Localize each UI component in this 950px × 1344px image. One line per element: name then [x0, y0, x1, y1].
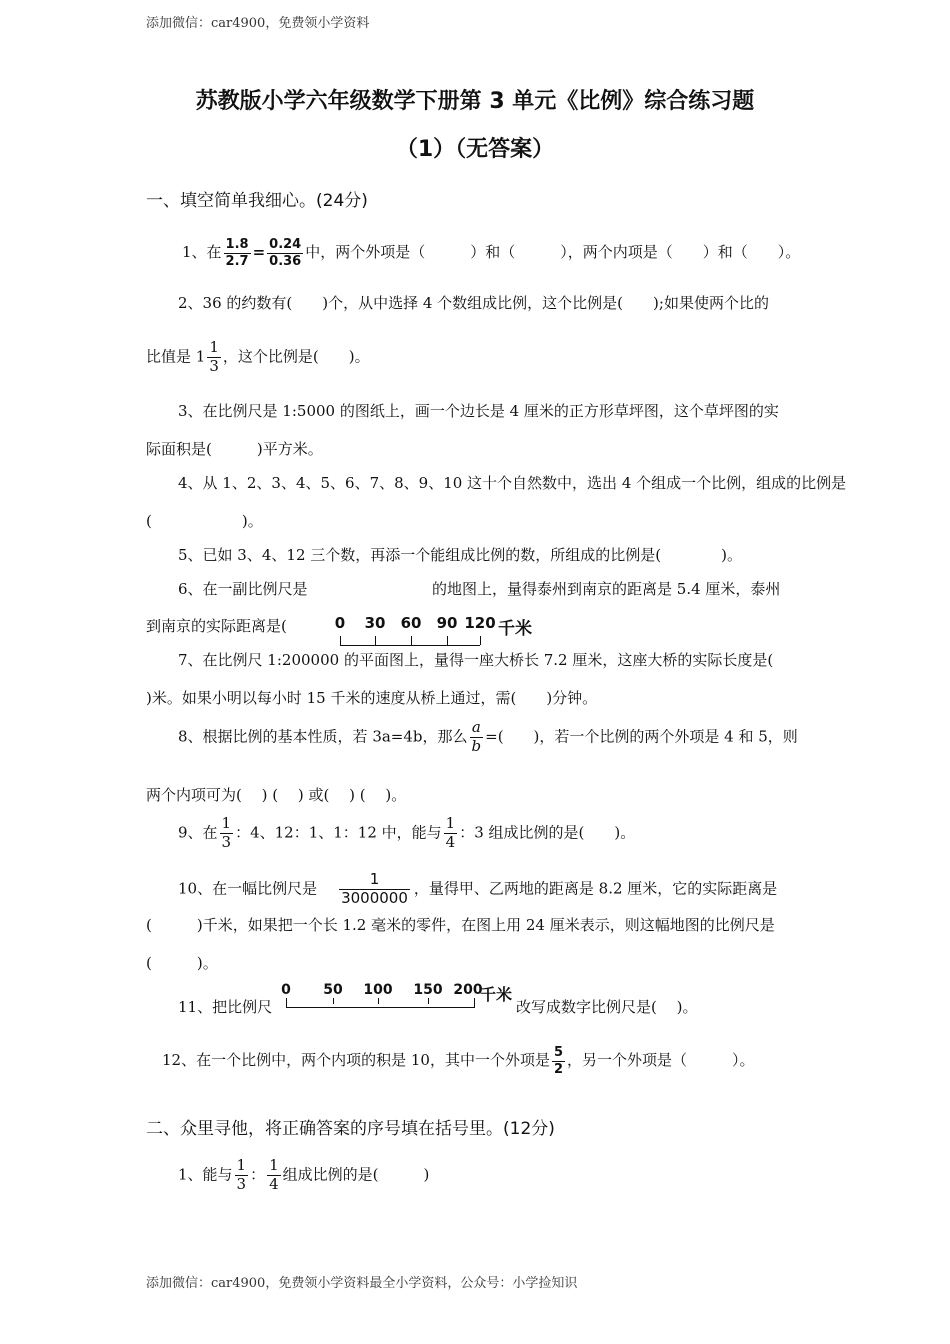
- scale1-label-90: 90: [436, 614, 458, 632]
- fraction-1-over-4: $\frac{1}{4}$: [269, 1156, 279, 1193]
- question-10-line1: 10、在一幅比例尺是 $\frac{1}{3000000}$ ，量得甲、乙两地的距离是 8.2 厘米，它的实际距离是: [178, 870, 778, 907]
- scale2-label-200: 200: [453, 982, 483, 998]
- question-9: 9、在 $\frac{1}{3}$ ：4、12：1、1：12 中，能与 $\frac{1}{4}$ ：3 组成比例的是( )。: [178, 814, 636, 851]
- question-6-line1-post: 的地图上，量得泰州到南京的距离是 5.4 厘米，泰州: [432, 580, 781, 598]
- scale1-label-30: 30: [364, 614, 386, 632]
- scale1-tick: [340, 636, 341, 645]
- question-6-line2: 到南京的实际距离是(: [146, 617, 287, 635]
- page-footer: 添加微信：car4900，免费领小学资料最全小学资料，公众号：小学捡知识: [146, 1276, 578, 1291]
- scale2-tick: [428, 998, 429, 1004]
- question-3-line1: 3、在比例尺是 1:5000 的图纸上，画一个边长是 4 厘米的正方形草坪图，这个草坪图的实: [178, 402, 779, 420]
- question-10-line2: ( )千米，如果把一个长 1.2 毫米的零件，在图上用 24 厘米表示，则这幅地图的比例尺是: [146, 916, 775, 934]
- fraction-a-over-b: $\frac{a}{b}$: [471, 718, 482, 755]
- scale2-tick: [474, 998, 475, 1008]
- question-1: [182, 238, 800, 268]
- question-5: 5、已如 3、4、12 三个数，再添一个能组成比例的数，所组成的比例是( )。: [178, 546, 742, 564]
- scale2-unit: 千米: [480, 985, 513, 1004]
- scale-bar-0-200-km: [278, 982, 518, 1014]
- question-2-line2: 比值是 1 $\frac{1}{3}$ ，这个比例是( )。: [146, 338, 370, 375]
- fraction-1-over-4: $\frac{1}{4}$: [445, 814, 456, 851]
- question-10-line3: ( )。: [146, 954, 218, 972]
- document-title-line2: （1）（无答案）: [395, 137, 555, 162]
- question-11-pre: 11、把比例尺: [178, 998, 273, 1016]
- question-4-line1: 4、从 1、2、3、4、5、6、7、8、9、10 这十个自然数中，选出 4 个组成一个比例，组成的比例是: [178, 474, 847, 492]
- scale2-tick: [378, 998, 379, 1004]
- scale1-tick: [480, 636, 481, 645]
- equals-sign: =: [252, 243, 266, 262]
- scale1-line: [340, 645, 480, 646]
- scale2-tick: [333, 998, 334, 1004]
- question-8-line1: 8、根据比例的基本性质，若 3a=4b，那么 $\frac{a}{b}$ =( )，若一个比例的两个外项是 4 和 5，则: [178, 718, 798, 755]
- fraction-1-over-3: $\frac{1}{3}$: [209, 338, 219, 375]
- question-7-line1: 7、在比例尺 1:200000 的平面图上，量得一座大桥长 7.2 厘米，这座大桥的实际长度是(: [178, 651, 774, 669]
- question-3-line2: 际面积是( )平方米。: [146, 440, 323, 458]
- question-8-line2: 两个内项可为( ) ( ) 或( ) ( )。: [146, 786, 407, 804]
- question-4-line2: ( )。: [146, 512, 263, 530]
- scale2-label-150: 150: [413, 982, 443, 998]
- q1-text-pre: 1、在: [182, 243, 222, 262]
- question-2-line1: 2、36 的约数有( )个，从中选择 4 个数组成比例，这个比例是( );如果使两个比的: [178, 294, 769, 312]
- scale1-label-0: 0: [334, 614, 346, 632]
- scale1-tick: [447, 636, 448, 645]
- document-title-line1: 苏教版小学六年级数学下册第 3 单元《比例》综合练习题: [195, 89, 755, 114]
- fraction-1-over-3000000: $\frac{1}{3000000}$: [341, 870, 408, 907]
- scale-bar-0-120-km: [330, 614, 540, 650]
- question-6-line1-pre: 6、在一副比例尺是: [178, 580, 308, 598]
- section1-heading: 一、填空简单我细心。(24分): [146, 191, 368, 211]
- question-12: 12、在一个比例中，两个内项的积是 10，其中一个外项是 $\frac{5}{2}$ ，另一个外项是（ ）。: [162, 1045, 755, 1077]
- question-11-post: 改写成数字比例尺是( )。: [516, 998, 698, 1016]
- fraction-1-over-3: $\frac{1}{3}$: [236, 1156, 247, 1193]
- scale2-label-50: 50: [323, 982, 343, 998]
- section2-heading: 二、众里寻他，将正确答案的序号填在括号里。(12分): [146, 1119, 555, 1139]
- scale1-tick: [411, 636, 412, 645]
- scale2-label-0: 0: [281, 982, 291, 998]
- section2-question-1: 1、能与 $\frac{1}{3}$ ： $\frac{1}{4}$ 组成比例的是( ): [178, 1156, 430, 1193]
- scale2-label-100: 100: [363, 982, 393, 998]
- fraction-0-24-over-0-36: $\frac{0.24}{0.36}$: [269, 237, 302, 269]
- question-7-line2: )米。如果小明以每小时 15 千米的速度从桥上通过，需( )分钟。: [146, 689, 598, 707]
- fraction-1-8-over-2-7: $\frac{1.8}{2.7}$: [225, 237, 249, 269]
- scale1-label-120: 120: [464, 614, 496, 632]
- scale1-label-60: 60: [400, 614, 422, 632]
- fraction-5-over-2: $\frac{5}{2}$: [553, 1045, 563, 1077]
- scale2-line: [286, 1007, 474, 1008]
- q1-text-post: 中，两个外项是（ ）和（ ），两个内项是（ ）和（ ）。: [305, 243, 801, 262]
- scale1-unit: 千米: [498, 619, 532, 639]
- fraction-1-over-3: $\frac{1}{3}$: [221, 814, 232, 851]
- page-header: 添加微信：car4900，免费领小学资料: [146, 16, 370, 31]
- scale1-tick: [375, 636, 376, 645]
